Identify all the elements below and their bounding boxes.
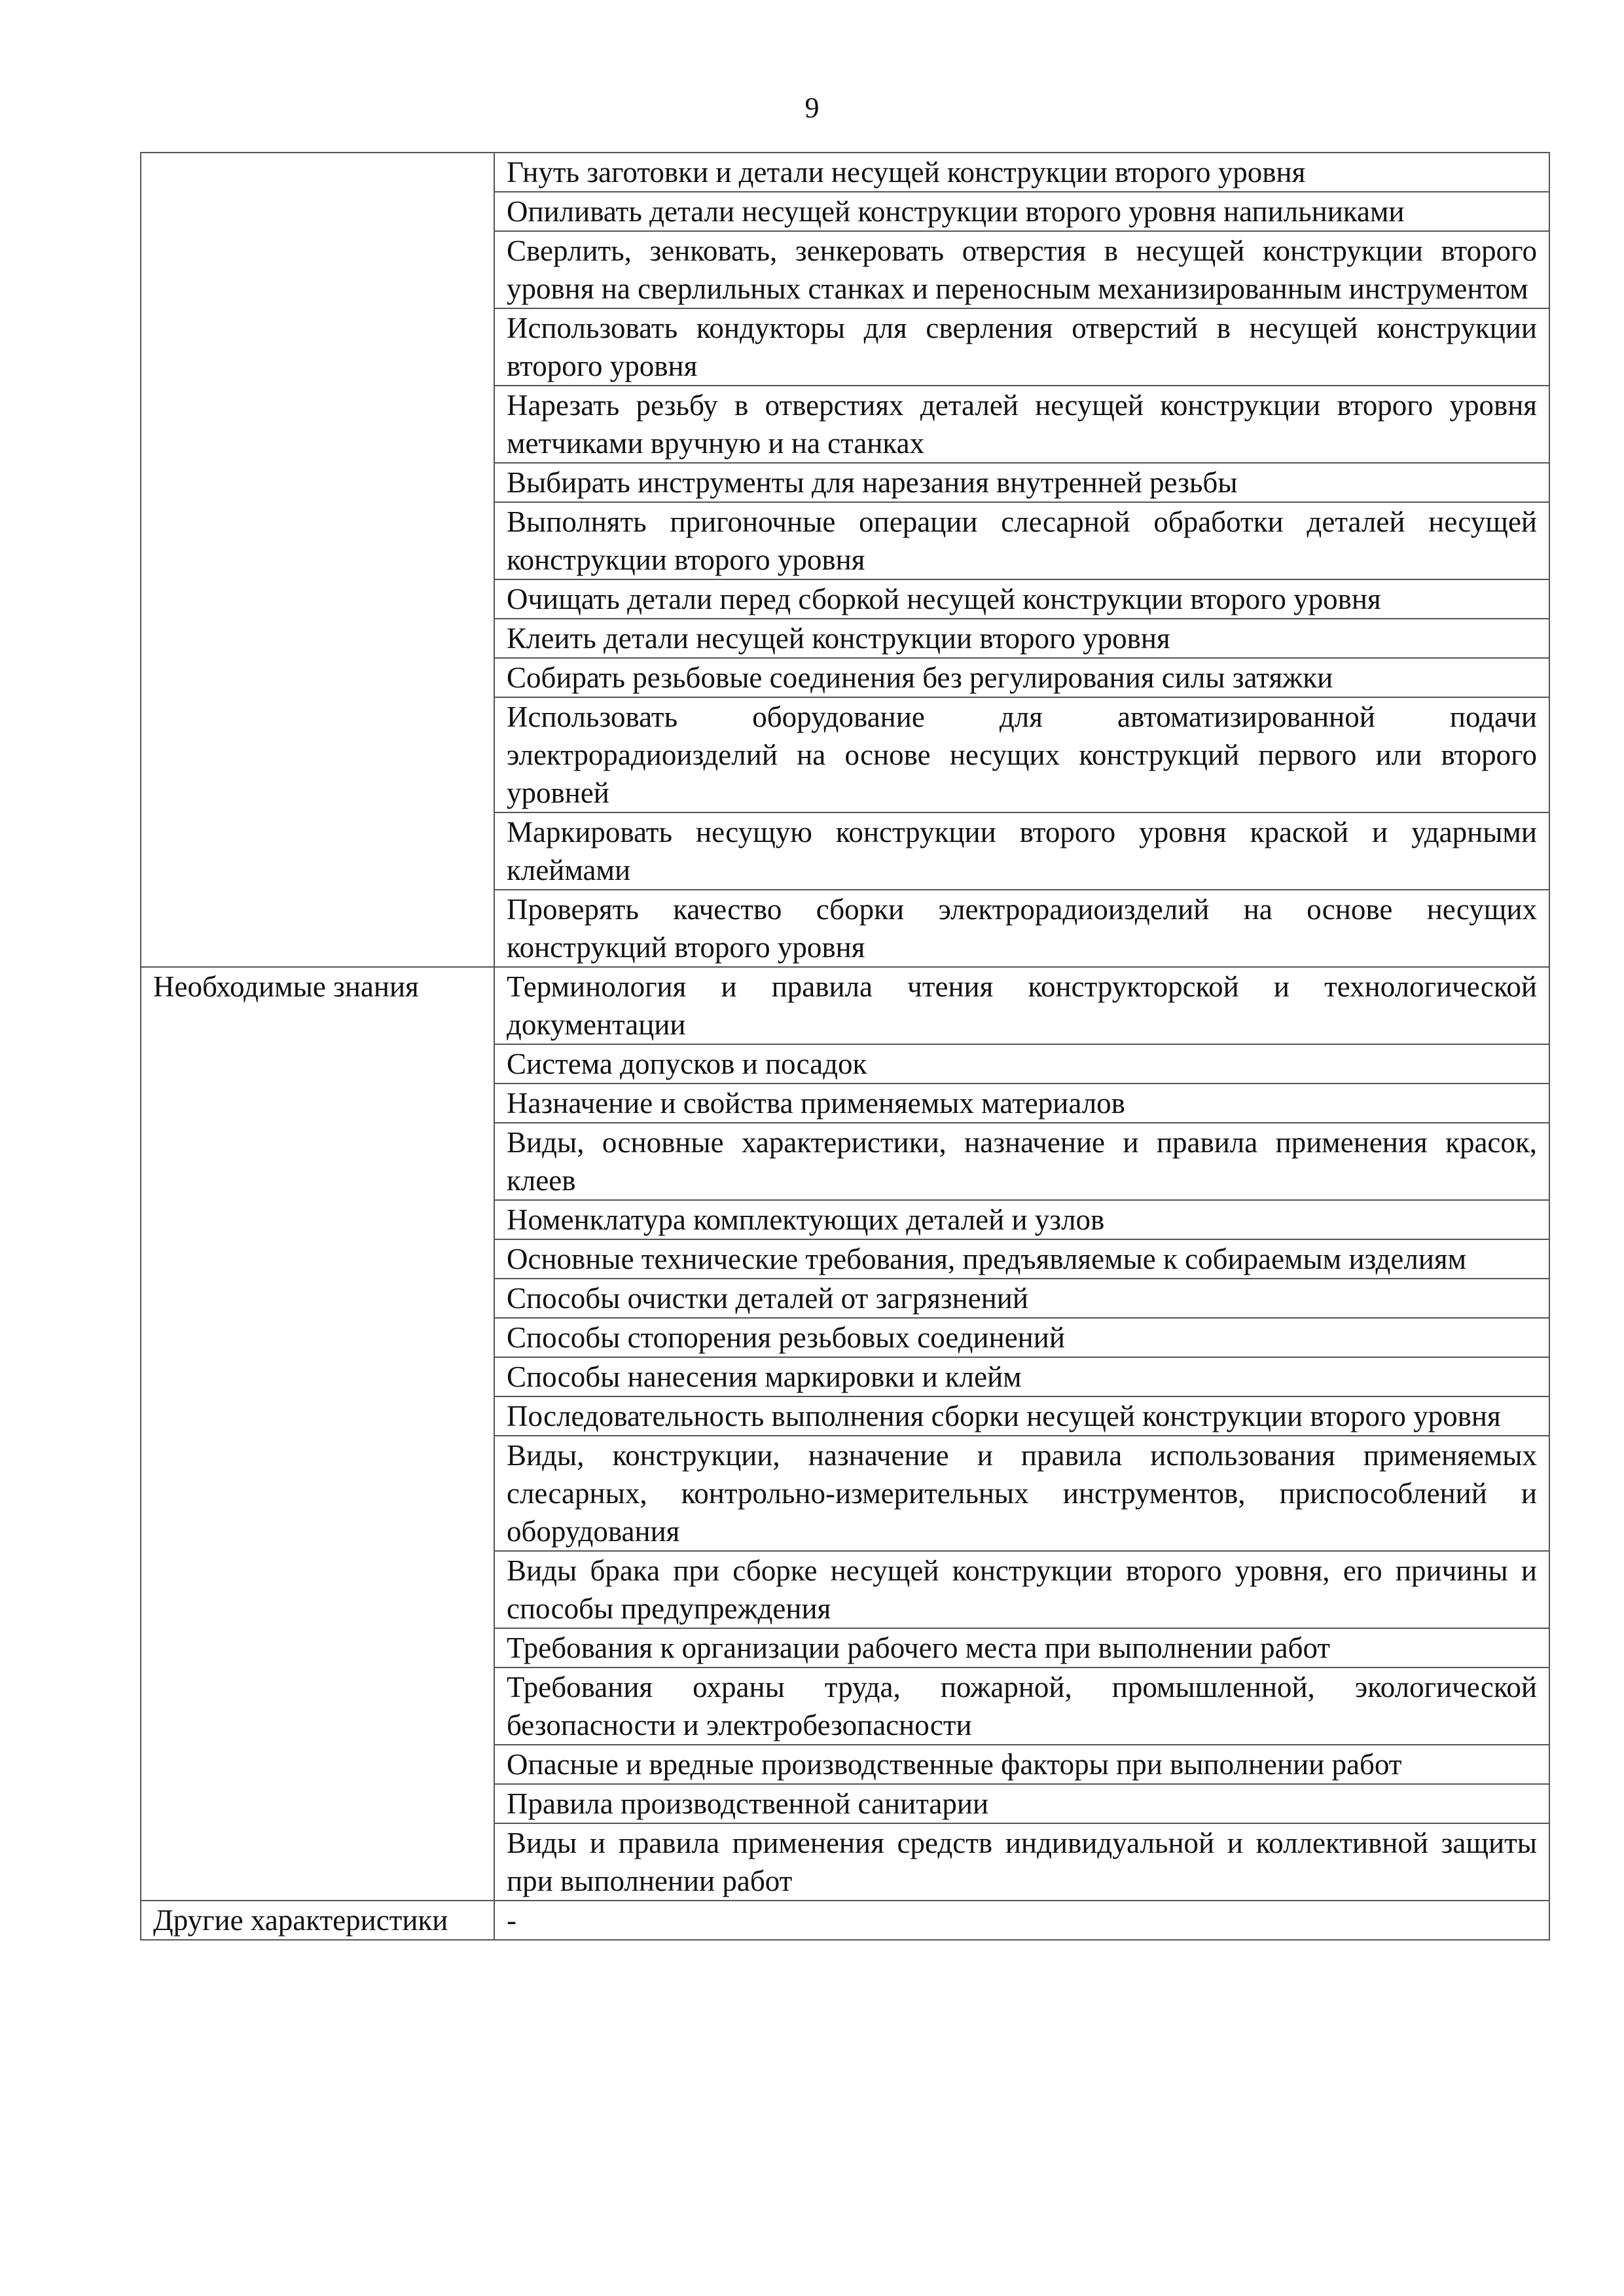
skill-item: Сверлить, зенковать, зенкеровать отверстия в несущей конструкции второго уровня на сверлильных станках и переносным механизированным инструментом [494, 231, 1549, 308]
table-row [141, 386, 1549, 463]
table-row [141, 1784, 1549, 1823]
skill-item: Опиливать детали несущей конструкции второго уровня напильниками [494, 192, 1549, 231]
skills-label-cell [141, 153, 494, 192]
table-row [141, 463, 1549, 502]
knowledge-item: Требования охраны труда, пожарной, промышленной, экологической безопасности и электробезопасности [494, 1667, 1549, 1745]
table-row [141, 579, 1549, 619]
other-section [141, 1901, 1549, 1940]
knowledge-item: Способы нанесения маркировки и клейм [494, 1357, 1549, 1396]
page-number: 9 [804, 92, 820, 124]
skill-item: Гнуть заготовки и детали несущей конструкции второго уровня [494, 153, 1549, 192]
skill-item: Использовать оборудование для автоматизированной подачи электрорадиоизделий на основе несущих конструкций первого или второго уровней [494, 697, 1549, 812]
knowledge-item: Опасные и вредные производственные факторы при выполнении работ [494, 1745, 1549, 1784]
table-row [141, 1628, 1549, 1667]
table-row [141, 1279, 1549, 1318]
table-row [141, 1084, 1549, 1123]
knowledge-item: Способы очистки деталей от загрязнений [494, 1279, 1549, 1318]
table-row [141, 890, 1549, 967]
skill-item: Выбирать инструменты для нарезания внутренней резьбы [494, 463, 1549, 502]
table-row [141, 1436, 1549, 1551]
knowledge-item: Основные технические требования, предъявляемые к собираемым изделиям [494, 1239, 1549, 1279]
table-row [141, 658, 1549, 697]
knowledge-label-cell: Необходимые знания [141, 967, 494, 1044]
knowledge-item: Требования к организации рабочего места при выполнении работ [494, 1628, 1549, 1667]
knowledge-item: Виды брака при сборке несущей конструкции второго уровня, его причины и способы предупреждения [494, 1551, 1549, 1628]
table-row [141, 1318, 1549, 1357]
table-row [141, 1551, 1549, 1628]
table-row [141, 1044, 1549, 1084]
knowledge-item: Способы стопорения резьбовых соединений [494, 1318, 1549, 1357]
knowledge-item: Терминология и правила чтения конструкторской и технологической документации [494, 967, 1549, 1044]
skill-item: Использовать кондукторы для сверления отверстий в несущей конструкции второго уровня [494, 308, 1549, 386]
table-row [141, 967, 1549, 1044]
skill-item: Собирать резьбовые соединения без регулирования силы затяжки [494, 658, 1549, 697]
knowledge-item: Последовательность выполнения сборки несущей конструкции второго уровня [494, 1396, 1549, 1436]
table-row [141, 812, 1549, 890]
knowledge-item: Номенклатура комплектующих деталей и узлов [494, 1200, 1549, 1239]
table-row [141, 697, 1549, 812]
table-row [141, 153, 1549, 192]
table-row [141, 1823, 1549, 1901]
skill-item: Клеить детали несущей конструкции второго уровня [494, 619, 1549, 658]
knowledge-item: Назначение и свойства применяемых материалов [494, 1084, 1549, 1123]
table-row [141, 1396, 1549, 1436]
skill-item: Выполнять пригоночные операции слесарной обработки деталей несущей конструкции второго уровня [494, 502, 1549, 579]
table-row [141, 1123, 1549, 1200]
knowledge-item: Система допусков и посадок [494, 1044, 1549, 1084]
knowledge-item: Виды, конструкции, назначение и правила использования применяемых слесарных, контрольно-измерительных инструментов, приспособлений и оборудования [494, 1436, 1549, 1551]
table-row [141, 308, 1549, 386]
requirements-table [140, 152, 1550, 1941]
table-row [141, 1239, 1549, 1279]
table-row [141, 1901, 1549, 1940]
table-row [141, 192, 1549, 231]
skill-item: Очищать детали перед сборкой несущей конструкции второго уровня [494, 579, 1549, 619]
table-row [141, 1357, 1549, 1396]
table-row [141, 231, 1549, 308]
knowledge-item: Правила производственной санитарии [494, 1784, 1549, 1823]
skills-section [141, 153, 1549, 967]
skill-item: Проверять качество сборки электрорадиоизделий на основе несущих конструкций второго уровня [494, 890, 1549, 967]
table-row [141, 619, 1549, 658]
knowledge-item: Виды, основные характеристики, назначение и правила применения красок, клеев [494, 1123, 1549, 1200]
skill-item: Маркировать несущую конструкции второго уровня краской и ударными клеймами [494, 812, 1549, 890]
knowledge-section [141, 967, 1549, 1901]
other-label-cell: Другие характеристики [141, 1901, 494, 1940]
skill-item: Нарезать резьбу в отверстиях деталей несущей конструкции второго уровня метчиками вручную и на станках [494, 386, 1549, 463]
table-row [141, 1745, 1549, 1784]
table-row [141, 1200, 1549, 1239]
table-row [141, 1667, 1549, 1745]
knowledge-item: Виды и правила применения средств индивидуальной и коллективной защиты при выполнении работ [494, 1823, 1549, 1901]
other-value-cell: - [494, 1901, 1549, 1940]
table-row [141, 502, 1549, 579]
